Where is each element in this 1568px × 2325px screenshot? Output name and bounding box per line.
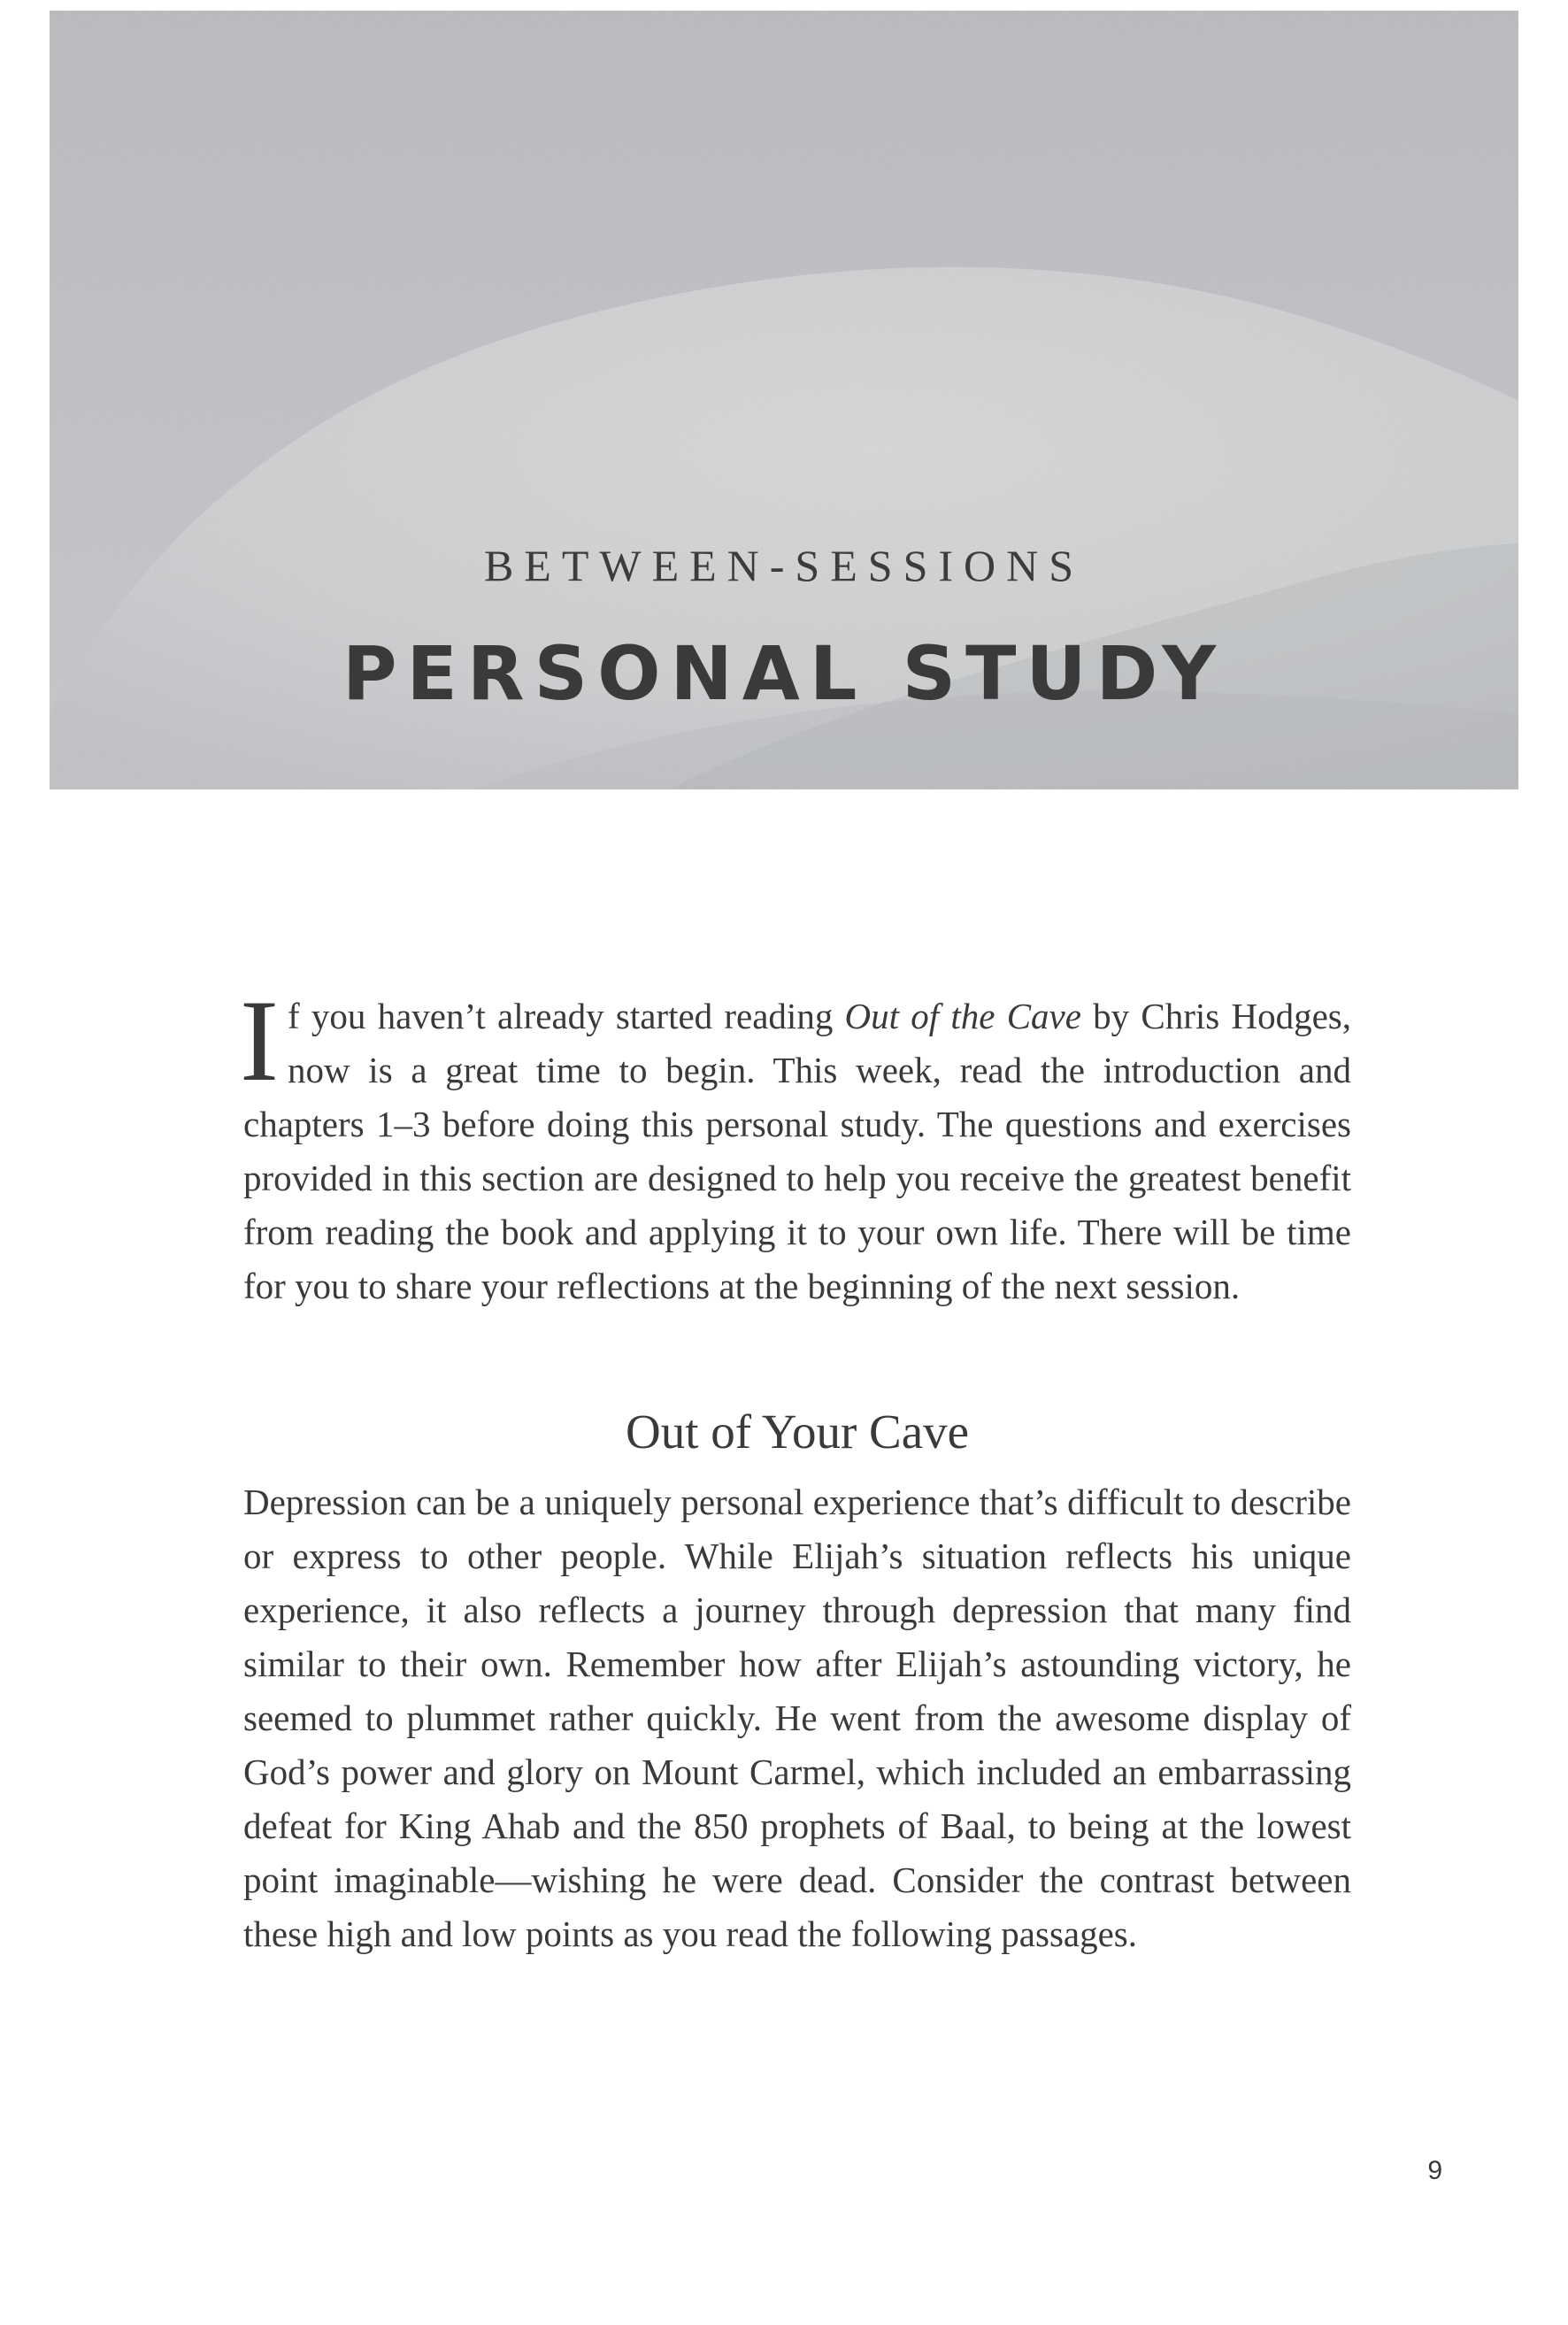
- book-title: Out of the Cave: [844, 996, 1081, 1036]
- section-heading: Out of Your Cave: [625, 1405, 970, 1459]
- section-body-paragraph: Depression can be a uniquely personal experience that’s difficult to describe or express to other people. While Elijah’s situation reflects his unique experience, it also reflects a journey through depression that many find similar to their own. Remember how after Elijah’s astounding victory, he seemed to plummet rather quickly. He went from the awesome display of God’s power and glory on Mount Carmel, which included an embarrassing defeat for King Ahab and the 850 prophets of Baal, to being at the lowest point imaginable—wishing he were dead. Consider the contrast between these high and low points as you read the following passages.: [243, 1482, 1351, 1954]
- page-title: PERSONAL STUDY: [342, 630, 1226, 717]
- section-kicker: BETWEEN-SESSIONS: [483, 541, 1085, 590]
- intro-text-end: by Chris Hodges, now is a great time to begin. This week, read the introduction and chapters 1–3 before doing this personal study. The questions and exercises provided in this section are designed to help you receive the greatest benefit from reading the book and applying it to your own life. There will be time for you to share your reflections at the beginning of the next session.: [243, 996, 1351, 1306]
- intro-text-start: f you haven’t already started reading: [287, 996, 845, 1036]
- drop-cap: I: [240, 975, 279, 1105]
- main-content: [240, 975, 1351, 1961]
- header-banner-image: [50, 11, 1518, 789]
- page-number: 9: [1427, 2156, 1442, 2185]
- intro-paragraph: [240, 975, 1351, 1313]
